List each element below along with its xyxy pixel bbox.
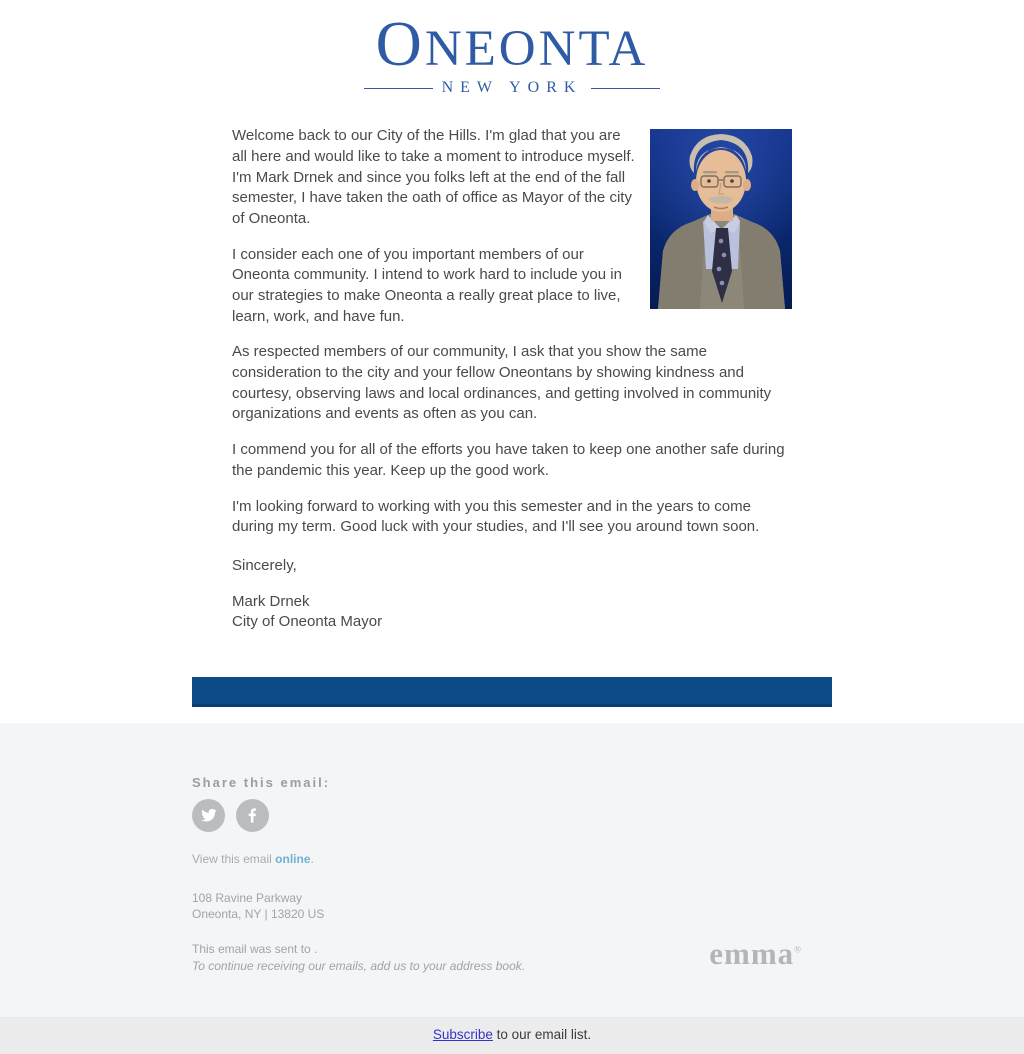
signature-title: City of Oneonta Mayor	[232, 613, 383, 631]
signature-name: Mark Drnek	[232, 592, 310, 610]
view-online-suffix: .	[310, 851, 314, 866]
email-header	[0, 0, 1024, 97]
letter-paragraph-2: I consider each one of you important members of our Oneonta community. I intend to work hard to include you in our strategies to make Oneonta a really great place to live, learn, work, and have fun.	[232, 245, 622, 325]
mayor-portrait-photo	[650, 129, 792, 309]
logo-rule-right	[591, 88, 660, 89]
oneonta-logo	[364, 10, 660, 97]
address-line-2: Oneonta, NY | 13820 US	[192, 907, 325, 922]
social-icons-row	[192, 799, 832, 832]
view-online-prefix: View this email	[192, 851, 276, 866]
letter-body	[192, 126, 832, 633]
emma-logo	[709, 935, 802, 971]
facebook-share-button[interactable]	[236, 799, 269, 832]
emma-logo-text: emma	[709, 935, 795, 971]
letter-closing: Sincerely,	[232, 556, 297, 574]
email-footer	[0, 723, 1024, 1017]
twitter-icon	[200, 807, 217, 824]
letter-paragraph-5: I'm looking forward to working with you this semester and in the years to come during my term. Good luck with your studies, and I'll see you around town soon.	[232, 497, 760, 536]
blue-banner-bar	[192, 677, 832, 707]
subscribe-link[interactable]: Subscribe	[432, 1026, 493, 1042]
logo-subtitle-row	[364, 79, 660, 97]
letter-paragraph-1: Welcome back to our City of the Hills. I'm glad that you are all here and would like to take a moment to introduce myself. I'm Mark Drnek and since you folks left at the end of the fall semester, I have taken the oath of office as Mayor of the city of Oneonta.	[232, 127, 635, 227]
letter-paragraph-4: I commend you for all of the efforts you have taken to keep one another safe during the pandemic this year. Keep up the good work.	[232, 441, 785, 479]
facebook-icon	[244, 807, 261, 824]
emma-trademark-mark: ®	[794, 944, 802, 955]
logo-wordmark: ONEONTA	[375, 8, 649, 79]
subscribe-strip	[0, 1017, 1024, 1054]
address-book-note: To continue receiving our emails, add us to your address book.	[192, 959, 526, 974]
twitter-share-button[interactable]	[192, 799, 225, 832]
sent-to-line: This email was sent to .	[192, 942, 318, 957]
letter-paragraph-3: As respected members of our community, I ask that you show the same consideration to the city and your fellow Oneontans by showing kindness and courtesy, observing laws and local ordinances, and getting involved in community organizations and events as often as you can.	[232, 343, 772, 423]
logo-subtitle: NEW YORK	[441, 79, 583, 97]
view-online-link[interactable]: online	[275, 851, 311, 866]
logo-rule-left	[364, 88, 433, 89]
address-line-1: 108 Ravine Parkway	[192, 890, 303, 905]
signature-block	[232, 592, 792, 633]
sender-address	[192, 890, 832, 922]
view-online-line	[192, 852, 832, 866]
share-email-label: Share this email:	[192, 774, 331, 790]
subscribe-text: to our email list.	[492, 1026, 592, 1042]
